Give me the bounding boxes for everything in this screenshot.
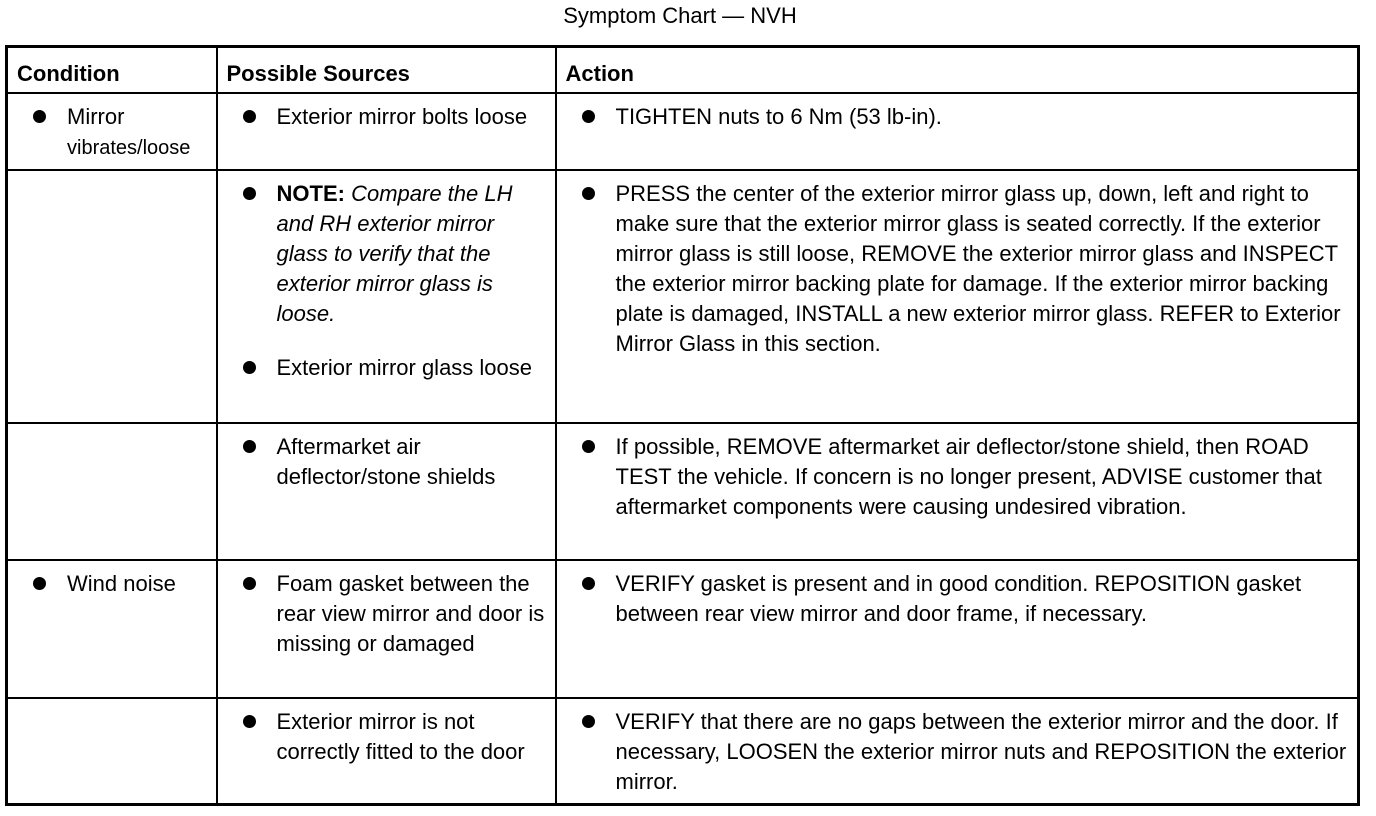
condition-cell	[7, 423, 217, 560]
list-item	[227, 353, 547, 383]
condition-text	[67, 102, 208, 163]
action-text: VERIFY that there are no gaps between the exterior mirror and the door. If necessary, LOOSEN the exterior mirror nuts and REPOSITION the exterior mirror.	[615, 708, 1347, 794]
list-item	[17, 102, 208, 163]
source-cell	[217, 170, 556, 423]
source-cell	[217, 93, 556, 170]
action-cell	[556, 93, 1359, 170]
table-row	[7, 423, 1359, 560]
list-item	[566, 179, 1350, 359]
list-item	[227, 102, 547, 132]
condition-cell	[7, 93, 217, 170]
table-row	[7, 93, 1359, 170]
bullet-icon	[582, 577, 595, 590]
list-item	[566, 707, 1350, 797]
list-item	[17, 569, 208, 599]
header-row	[7, 47, 1359, 93]
source-text: Exterior mirror bolts loose	[276, 103, 528, 129]
bullet-icon	[243, 577, 256, 590]
action-cell	[556, 560, 1359, 698]
source-cell	[217, 560, 556, 698]
bullet-icon	[33, 110, 46, 123]
bullet-icon	[243, 715, 256, 728]
source-text: Exterior mirror glass loose	[276, 354, 533, 380]
table-row	[7, 560, 1359, 698]
source-text: Foam gasket between the rear view mirror and door is missing or damaged	[276, 570, 545, 656]
action-cell	[556, 423, 1359, 560]
source-cell	[217, 423, 556, 560]
page-title: Symptom Chart — NVH	[563, 3, 797, 28]
bullet-icon	[582, 440, 595, 453]
action-cell	[556, 698, 1359, 805]
list-item	[227, 179, 547, 329]
bullet-icon	[33, 577, 46, 590]
condition-text: Wind noise	[67, 570, 176, 596]
list-item	[566, 102, 1350, 132]
list-item	[566, 569, 1350, 629]
source-text: Exterior mirror is not correctly fitted to the door	[276, 708, 525, 764]
action-text: PRESS the center of the exterior mirror glass up, down, left and right to make sure that the exterior mirror glass is seated correctly. If the exterior mirror glass is still loose, REMOVE the exterior mirror glass and INSPECT the exterior mirror backing plate for damage. If the exterior mirror backing plate is damaged, INSTALL a new exterior mirror glass. REFER to Exterior Mirror Glass in this section.	[615, 180, 1341, 356]
symptom-chart-table	[5, 45, 1360, 806]
action-text: If possible, REMOVE aftermarket air deflector/stone shield, then ROAD TEST the vehicle. If concern is no longer present, ADVISE customer that aftermarket components were causing undesired vibration.	[615, 433, 1322, 519]
header-condition: Condition	[7, 47, 217, 93]
list-item	[227, 707, 547, 767]
note-label: NOTE:	[276, 180, 345, 206]
header-possible-sources: Possible Sources	[217, 47, 556, 93]
list-item	[227, 569, 547, 659]
bullet-icon	[243, 361, 256, 374]
condition-line: Mirror	[67, 103, 125, 129]
table-row	[7, 170, 1359, 423]
source-text: Aftermarket air deflector/stone shields	[276, 433, 496, 489]
list-item	[566, 432, 1350, 522]
action-cell	[556, 170, 1359, 423]
bullet-icon	[243, 187, 256, 200]
condition-cell	[7, 560, 217, 698]
bullet-icon	[243, 110, 256, 123]
source-cell	[217, 698, 556, 805]
bullet-icon	[582, 110, 595, 123]
table-row	[7, 698, 1359, 805]
condition-cell	[7, 170, 217, 423]
list-item	[227, 432, 547, 492]
note-text	[277, 179, 547, 329]
condition-cell	[7, 698, 217, 805]
note-body: Compare the LH and RH exterior mirror glass to verify that the exterior mirror glass is loose.	[276, 180, 513, 326]
bullet-icon	[582, 187, 595, 200]
bullet-icon	[582, 715, 595, 728]
action-text: VERIFY gasket is present and in good condition. REPOSITION gasket between rear view mirror and door frame, if necessary.	[615, 570, 1302, 626]
bullet-icon	[243, 440, 256, 453]
header-action: Action	[556, 47, 1359, 93]
action-text: TIGHTEN nuts to 6 Nm (53 lb-in).	[615, 103, 942, 129]
condition-line: vibrates/loose	[67, 136, 191, 159]
